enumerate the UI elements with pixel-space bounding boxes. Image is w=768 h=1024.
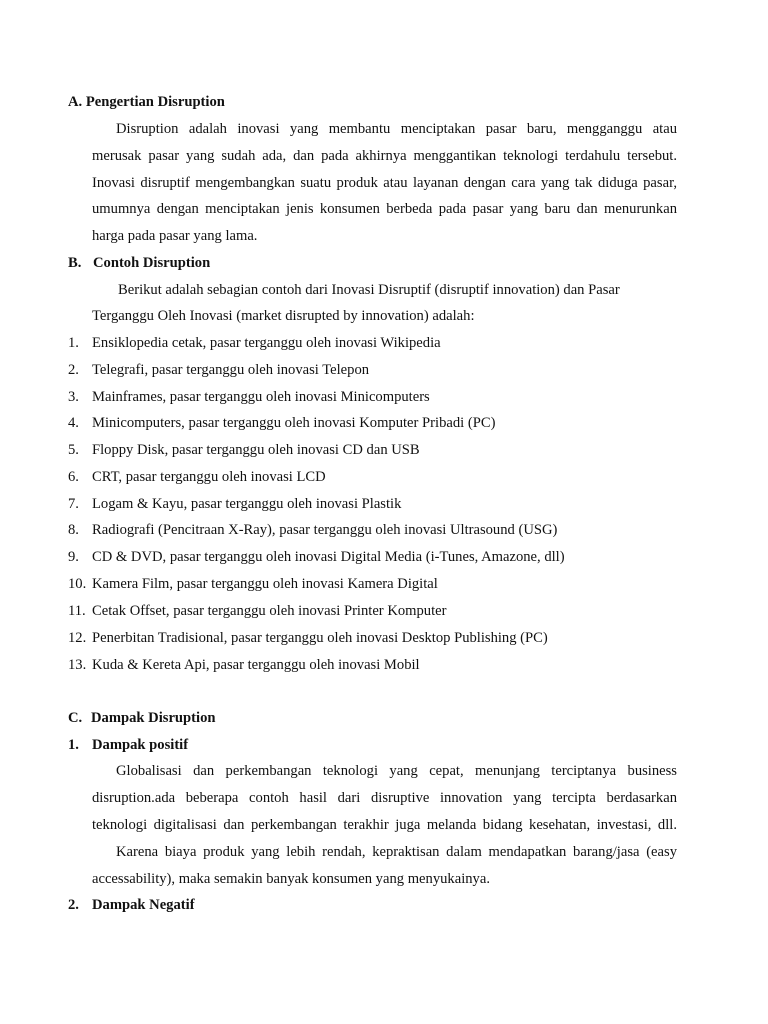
list-text: CRT, pasar terganggu oleh inovasi LCD [92,469,326,485]
list-number: 11. [68,603,86,619]
list-number: 2. [68,362,79,378]
list-text: CD & DVD, pasar terganggu oleh inovasi Digital Media (i-Tunes, Amazone, dll) [92,549,565,565]
section-b-intro-2: Terganggu Oleh Inovasi (market disrupted by innovation) adalah: [92,308,475,324]
list-text: Penerbitan Tradisional, pasar terganggu oleh inovasi Desktop Publishing (PC) [92,630,548,646]
list-text: Radiografi (Pencitraan X-Ray), pasar terganggu oleh inovasi Ultrasound (USG) [92,522,558,538]
section-a-line-1: Disruption adalah inovasi yang membantu menciptakan pasar baru, mengganggu atau [116,121,677,137]
positive-line-2: disruption.ada beberapa contoh hasil dari disruptive innovation yang tercipta berdasarkan [92,790,677,806]
list-number: 8. [68,522,79,538]
list-number: 3. [68,389,79,405]
list-text: Ensiklopedia cetak, pasar terganggu oleh inovasi Wikipedia [92,335,441,351]
subheading-number: 1. [68,737,79,753]
list-number: 4. [68,415,79,431]
section-a-heading: A. Pengertian Disruption [68,94,225,110]
subheading-negative: Dampak Negatif [92,897,195,913]
positive-line-5: accessability), maka semakin banyak konsumen yang menyukainya. [92,871,490,887]
list-text: Telegrafi, pasar terganggu oleh inovasi Telepon [92,362,370,378]
section-a-line-3: Inovasi disruptif mengembangkan suatu produk atau layanan dengan cara yang tak diduga pasar, [92,175,677,191]
list-number: 9. [68,549,79,565]
list-text: Floppy Disk, pasar terganggu oleh inovasi CD dan USB [92,442,420,458]
section-a-line-5: harga pada pasar yang lama. [92,228,258,244]
subheading-number: 2. [68,897,79,913]
section-c-letter: C. [68,710,83,726]
section-b-heading: Contoh Disruption [93,255,211,271]
list-number: 13. [68,657,87,673]
section-a-line-4: umumnya dengan menciptakan jenis konsumen berbeda pada pasar yang baru dan menurunkan [92,201,677,217]
list-text: Logam & Kayu, pasar terganggu oleh inovasi Plastik [92,496,402,512]
list-text: Cetak Offset, pasar terganggu oleh inovasi Printer Komputer [92,603,447,619]
positive-line-4: Karena biaya produk yang lebih rendah, kepraktisan dalam mendapatkan barang/jasa (easy [116,844,677,860]
list-number: 1. [68,335,79,351]
section-b-intro-1: Berikut adalah sebagian contoh dari Inovasi Disruptif (disruptif innovation) dan Pasar [118,282,620,298]
list-text: Kuda & Kereta Api, pasar terganggu oleh inovasi Mobil [92,657,420,673]
subheading-positive: Dampak positif [92,737,189,753]
list-text: Kamera Film, pasar terganggu oleh inovasi Kamera Digital [92,576,438,592]
list-number: 7. [68,496,79,512]
section-a-line-2: merusak pasar yang sudah ada, dan pada akhirnya menggantikan teknologi terdahulu tersebut. [92,148,677,164]
section-c-heading: Dampak Disruption [91,710,216,726]
list-number: 12. [68,630,87,646]
positive-line-1: Globalisasi dan perkembangan teknologi yang cepat, menunjang terciptanya business [116,763,677,779]
list-number: 10. [68,576,87,592]
list-text: Minicomputers, pasar terganggu oleh inovasi Komputer Pribadi (PC) [92,415,496,431]
list-number: 5. [68,442,79,458]
list-text: Mainframes, pasar terganggu oleh inovasi Minicomputers [92,389,430,405]
positive-line-3: teknologi digitalisasi dan perkembangan terakhir juga melanda bidang kesehatan, investasi, dll. [92,817,677,833]
section-b-letter: B. [68,255,82,271]
list-number: 6. [68,469,79,485]
